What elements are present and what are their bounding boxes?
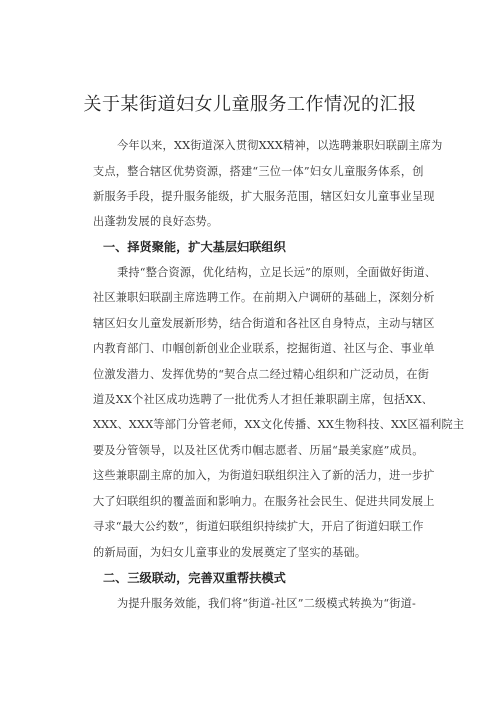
body-line: 道及XX个社区成功选聘了一批优秀人才担任兼职副主席，包括XX、 <box>93 393 434 406</box>
section-heading: 二、三级联动，完善双重帮扶模式 <box>103 571 286 585</box>
body-line: 内教育部门、巾帼创新创业企业联系，挖掘街道、社区与企、事业单 <box>93 342 435 355</box>
body-line: 为提升服务效能，我们将“街道-社区”二级模式转换为“街道- <box>117 597 417 610</box>
body-line: 秉持“整合资源，优化结构，立足长远”的原则，全面做好街道、 <box>117 266 437 279</box>
body-line: 辖区妇女儿童发展新形势，结合街道和各社区自身特点，主动与辖区 <box>93 317 435 330</box>
body-line: 大了妇联组织的覆盖面和影响力。在服务社会民生、促进共同发展上 <box>93 495 435 508</box>
section-heading: 一、择贤聚能，扩大基层妇联组织 <box>103 240 286 254</box>
body-line: 社区兼职妇联副主席选聘工作。在前期入户调研的基础上，深刻分析 <box>93 291 435 304</box>
body-line: 的新局面，为妇女儿童事业的发展奠定了坚实的基础。 <box>93 546 367 559</box>
body-line: 寻求“最大公约数”，街道妇联组织持续扩大，开启了街道妇联工作 <box>93 520 424 533</box>
body-line: 今年以来，XX街道深入贯彻XXX精神，以选聘兼职妇联副主席为 <box>117 139 443 152</box>
body-line: 出蓬勃发展的良好态势。 <box>93 215 219 228</box>
body-line: 要及分管领导，以及社区优秀巾帼志愿者、历届“最美家庭”成员。 <box>93 444 424 457</box>
body-line: 这些兼职副主席的加入，为街道妇联组织注入了新的活力，进一步扩 <box>93 469 435 482</box>
body-line: XXX、XXX等部门分管老师，XX文化传播、XX生物科技、XX区福利院主 <box>93 418 465 431</box>
body-line: 支点，整合辖区优势资源，搭建“三位一体”妇女儿童服务体系，创 <box>93 165 424 178</box>
body-line: 新服务手段，提升服务能级，扩大服务范围，辖区妇女儿童事业呈现 <box>93 190 435 203</box>
document-title: 关于某街道妇女儿童服务工作情况的汇报 <box>83 94 417 115</box>
body-line: 位激发潜力、发挥优势的“契合点二经过精心组织和广泛动员，在街 <box>93 368 430 381</box>
